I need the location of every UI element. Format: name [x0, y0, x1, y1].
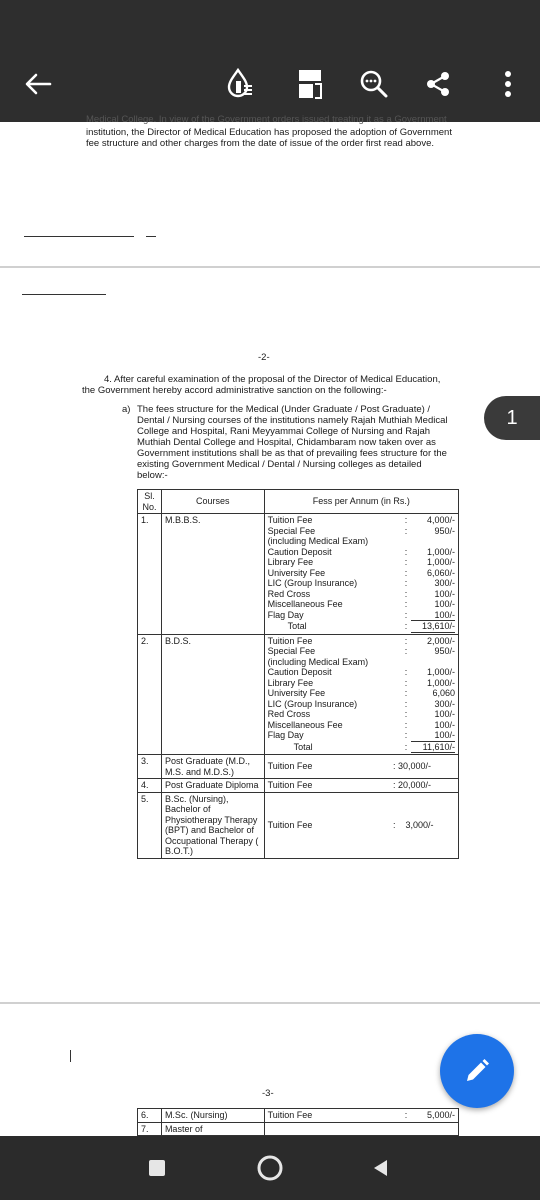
row-course: B.D.S. [161, 634, 264, 755]
row-no: 4. [138, 779, 162, 793]
table-header-row [138, 490, 459, 514]
row-course: Master of [161, 1122, 264, 1136]
fee-cell: Tuition Fee : 30,000/- [264, 755, 458, 779]
table-row [138, 1122, 459, 1136]
recent-apps-icon[interactable] [137, 1148, 177, 1188]
divider [22, 294, 106, 295]
fees-table [137, 489, 459, 859]
table-row [138, 792, 459, 858]
table-row [138, 755, 459, 779]
row-course: Post Graduate Diploma [161, 779, 264, 793]
paragraph-a: The fees structure for the Medical (Under Graduate / Post Graduate) / Dental / Nursing courses of the institutions namely Rajah Muthiah Medical College and Hospital, Rani Meyyammai College of Nursing and Rajah Muthiah Dental College and Hospital, Chidambaram now taken over as Government institutions shall be as that of prevailing fees structure for the existing Government Medical / Dental / Nursing colleges as detailed below:- [137, 404, 448, 481]
fee-cell: Tuition Fee : 5,000/- [264, 1109, 458, 1123]
fees-table-continued [137, 1108, 459, 1136]
table-row [138, 779, 459, 793]
pencil-edit-icon [462, 1056, 492, 1086]
table-row [138, 634, 459, 755]
fee-list [264, 514, 458, 635]
fee-line: Miscellaneous Fee : 100/- [267, 599, 455, 609]
page-indicator-number: 1 [506, 406, 518, 429]
fee-line: Red Cross : 100/- [267, 588, 455, 599]
fee-line: Special Fee : 950/- [267, 525, 455, 536]
fee-line: LIC (Group Insurance) : 300/- [267, 578, 455, 588]
fee-line: Flag Day : 100/- [267, 609, 455, 620]
fee-cell [264, 1122, 458, 1136]
table-row [138, 514, 459, 635]
fee-line: (including Medical Exam) [267, 656, 369, 667]
row-no: 5. [138, 792, 162, 858]
page-indicator-badge[interactable] [484, 396, 540, 440]
more-vert-icon[interactable] [486, 62, 530, 106]
search-zoom-icon[interactable] [352, 62, 396, 106]
row-course: Post Graduate (M.D., M.S. and M.D.S.) [161, 755, 264, 779]
system-navigation-bar [0, 1136, 540, 1200]
fee-line: Miscellaneous Fee : 100/- [267, 719, 455, 730]
fee-line: Library Fee : 1,000/- [267, 677, 455, 688]
header-fees: Fess per Annum (in Rs.) [264, 490, 458, 514]
home-icon[interactable] [250, 1148, 290, 1188]
arrow-back-icon[interactable] [16, 62, 60, 106]
header-sl-no: Sl. No. [138, 490, 162, 514]
fee-cell: Tuition Fee : 3,000/- [264, 792, 458, 858]
fee-cell: Tuition Fee : 20,000/- [264, 779, 458, 793]
table-row [138, 1109, 459, 1123]
divider [70, 1050, 71, 1062]
fee-line: Tuition Fee : 2,000/- [267, 635, 455, 646]
fee-total-line: Total : 11,610/- [293, 741, 455, 752]
divider [24, 236, 134, 237]
header-courses: Courses [161, 490, 264, 514]
row-no: 1. [138, 514, 162, 635]
ink-drop-icon[interactable] [218, 62, 262, 106]
fee-line: Flag Day : 100/- [267, 730, 455, 740]
page-number-marker: -3- [262, 1088, 274, 1099]
page-separator [0, 1002, 540, 1004]
fee-total-line: Total : 13,610/- [287, 621, 455, 631]
row-course: M.B.B.S. [161, 514, 264, 635]
fee-list [264, 634, 458, 755]
row-course: M.Sc. (Nursing) [161, 1109, 264, 1123]
pdf-viewer[interactable] [0, 114, 540, 1136]
row-no: 2. [138, 634, 162, 755]
para-a-label: a) [122, 404, 131, 415]
row-no: 3. [138, 755, 162, 779]
row-no: 6. [138, 1109, 162, 1123]
top-paragraph: institution, the Director of Medical Education has proposed the adoption of Government fee structure and other charges from the date of issue of the order first read above. [86, 127, 452, 149]
edit-fab-button[interactable] [440, 1034, 514, 1108]
fee-line: Caution Deposit : 1,000/- [267, 546, 455, 557]
row-course: B.Sc. (Nursing), Bachelor of Physiotherapy Therapy (BPT) and Bachelor of Occupational Therapy ( B.O.T.) [161, 792, 264, 858]
page-separator [0, 266, 540, 268]
cut-off-line: Medical College. In view of the Government orders issued treating it as a Government [86, 114, 447, 125]
fee-line: Tuition Fee : 4,000/- [267, 515, 455, 525]
paragraph-4: 4. After careful examination of the proposal of the Director of Medical Education, the Government hereby accord administrative sanction on the following:- [82, 374, 441, 396]
fee-line: Red Cross : 100/- [267, 709, 455, 719]
share-icon[interactable] [416, 62, 460, 106]
top-toolbar [0, 0, 540, 122]
fee-line: Library Fee : 1,000/- [267, 557, 455, 567]
fee-line: Caution Deposit : 1,000/- [267, 667, 455, 677]
fee-line: University Fee : 6,060/- [267, 567, 455, 578]
fees-table-wrap [137, 489, 459, 859]
divider [146, 236, 156, 237]
fee-line: (including Medical Exam) [267, 536, 369, 546]
fees-table-continued-wrap [137, 1108, 459, 1136]
back-triangle-icon[interactable] [360, 1148, 400, 1188]
fee-line: Special Fee : 950/- [267, 646, 455, 656]
row-no: 7. [138, 1122, 162, 1136]
page-layout-icon[interactable] [288, 62, 332, 106]
fee-line: LIC (Group Insurance) : 300/- [267, 698, 455, 709]
page-number-marker: -2- [258, 352, 270, 363]
fee-line: University Fee : 6,060 [267, 688, 455, 698]
